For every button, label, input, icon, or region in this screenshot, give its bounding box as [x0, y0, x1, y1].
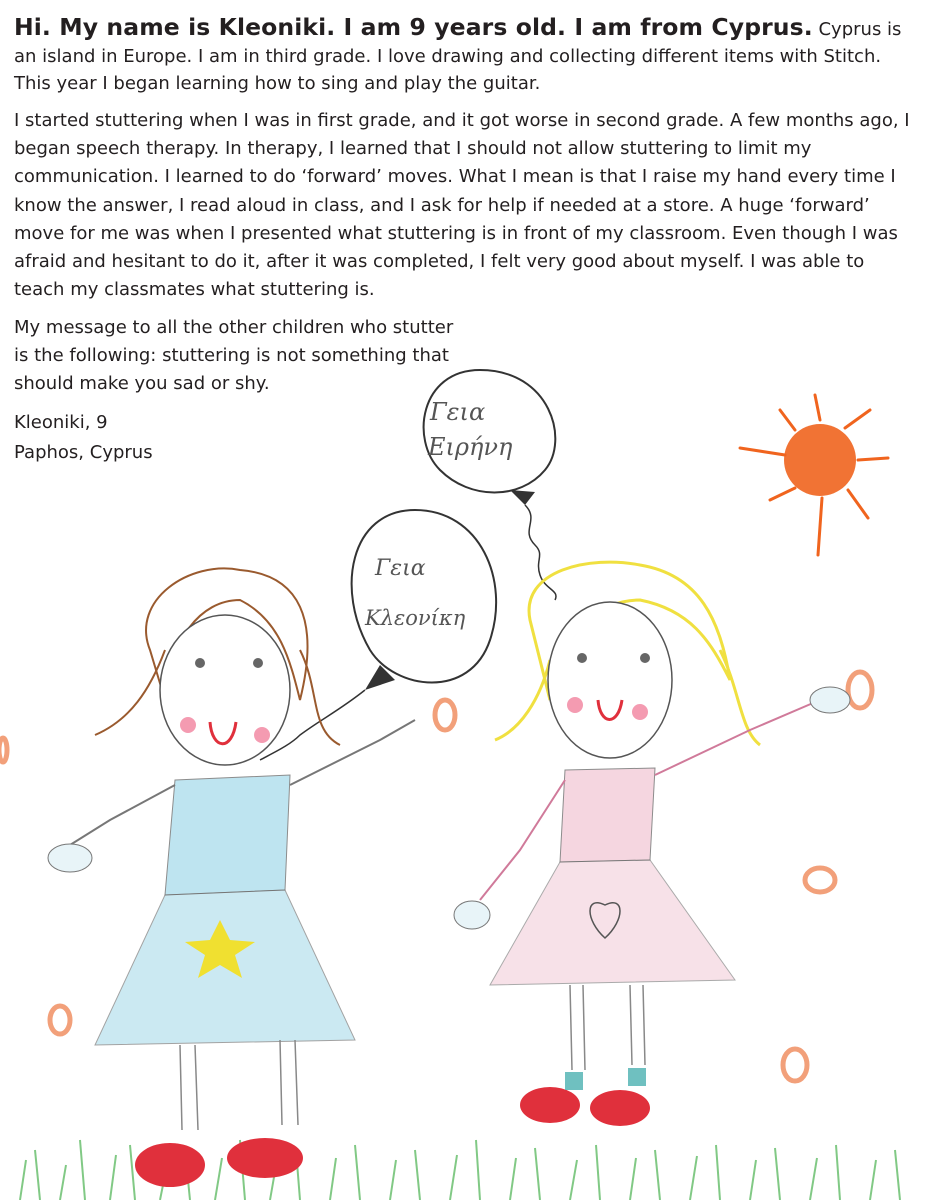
intro-paragraph — [14, 14, 914, 97]
balloon-left-name: Κλεονίκη — [365, 606, 466, 630]
signature — [14, 408, 914, 468]
headline: Hi. My name is Kleoniki. I am 9 years old. I am from Cyprus. — [14, 13, 813, 41]
message-paragraph: My message to all the other children who stutter is the following: stuttering is not something that should make you sad or shy. — [14, 317, 454, 395]
intro-text: Cyprus is an island in Europe. I am in third grade. I love drawing and collecting different items with Stitch. This year I began learning how to sing and play the guitar. — [14, 19, 902, 94]
letter-text — [14, 14, 914, 468]
girl-right — [454, 562, 850, 1126]
signature-place: Paphos, Cyprus — [14, 442, 153, 464]
signature-name: Kleoniki, 9 — [14, 412, 108, 434]
balloon-left — [260, 510, 496, 760]
girl-left — [48, 568, 415, 1187]
stuttering-story-paragraph: I started stuttering when I was in first grade, and it got worse in second grade. A few months ago, I began speech therapy. In therapy, I learned that I should not allow stuttering to limit my communication. I learned to do ‘forward’ moves. What I mean is that I raise my hand every time I know the answer, I read aloud in class, and I ask for help if needed at a store. A huge ‘forward’ move for me was when I presented what stuttering is in front of my classroom. Even though I was afraid and hesitant to do it, after it was completed, I felt very good about myself. I was able to teach my classmates what stuttering is. — [14, 110, 910, 301]
balloon-left-greeting: Γεια — [375, 556, 426, 581]
balloon-right-name: Ειρήνη — [428, 433, 513, 461]
balloon-right-greeting: Γεια — [430, 398, 486, 426]
